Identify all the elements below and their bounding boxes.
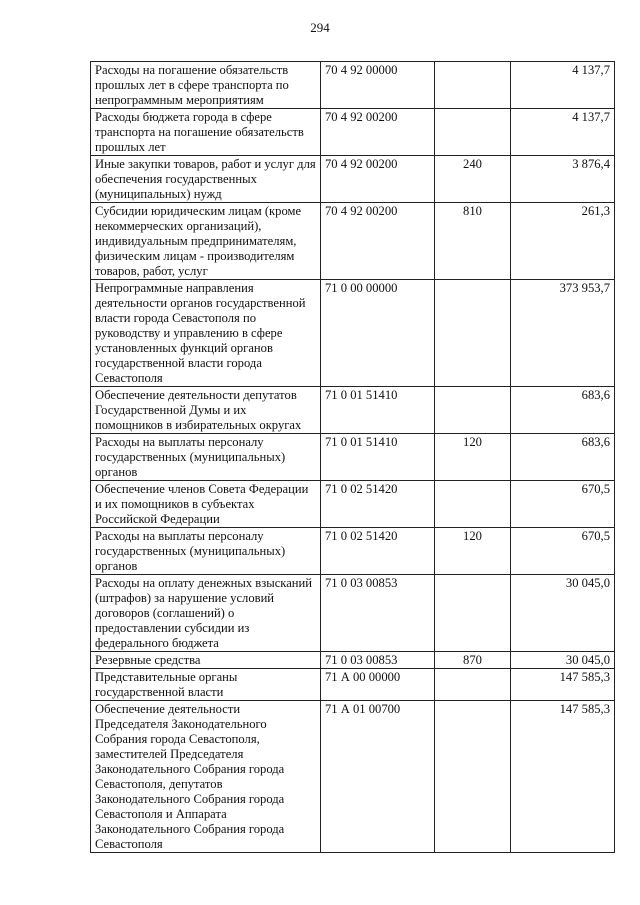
row-name-cell: Представительные органы государственной власти xyxy=(91,669,321,701)
row-type-cell xyxy=(435,280,511,387)
row-name-cell: Расходы на выплаты персоналу государственных (муниципальных) органов xyxy=(91,434,321,481)
budget-table xyxy=(90,61,615,853)
table-row xyxy=(91,387,615,434)
table-row xyxy=(91,109,615,156)
row-code-cell: 71 А 01 00700 xyxy=(321,701,435,853)
row-sum-cell: 30 045,0 xyxy=(511,575,615,652)
row-sum-cell: 683,6 xyxy=(511,387,615,434)
row-code-cell: 70 4 92 00000 xyxy=(321,62,435,109)
table-row xyxy=(91,62,615,109)
row-sum-cell: 261,3 xyxy=(511,203,615,280)
row-name-cell: Расходы на выплаты персоналу государственных (муниципальных) органов xyxy=(91,528,321,575)
table-row xyxy=(91,156,615,203)
table-row xyxy=(91,203,615,280)
row-sum-cell: 683,6 xyxy=(511,434,615,481)
row-name-cell: Субсидии юридическим лицам (кроме некоммерческих организаций), индивидуальным предпринимателям, физическим лицам - производителям товаров, работ, услуг xyxy=(91,203,321,280)
row-code-cell: 71 0 02 51420 xyxy=(321,528,435,575)
table-row xyxy=(91,528,615,575)
row-sum-cell: 670,5 xyxy=(511,481,615,528)
row-sum-cell: 30 045,0 xyxy=(511,652,615,669)
row-name-cell: Расходы на погашение обязательств прошлых лет в сфере транспорта по непрограммным мероприятиям xyxy=(91,62,321,109)
row-type-cell: 240 xyxy=(435,156,511,203)
row-code-cell: 71 0 00 00000 xyxy=(321,280,435,387)
row-sum-cell: 4 137,7 xyxy=(511,62,615,109)
table-row xyxy=(91,652,615,669)
row-sum-cell: 373 953,7 xyxy=(511,280,615,387)
row-name-cell: Обеспечение деятельности Председателя Законодательного Собрания города Севастополя, заместителей Председателя Законодательного Собрания города Севастополя, депутатов Законодательного Собрания города Севастополя и Аппарата Законодательного Собрания города Севастополя xyxy=(91,701,321,853)
row-code-cell: 71 0 02 51420 xyxy=(321,481,435,528)
table-row xyxy=(91,434,615,481)
row-type-cell xyxy=(435,387,511,434)
row-sum-cell: 3 876,4 xyxy=(511,156,615,203)
row-code-cell: 71 0 01 51410 xyxy=(321,434,435,481)
budget-table-body xyxy=(91,62,615,853)
row-code-cell: 71 А 00 00000 xyxy=(321,669,435,701)
row-type-cell: 870 xyxy=(435,652,511,669)
row-type-cell xyxy=(435,109,511,156)
row-type-cell xyxy=(435,669,511,701)
row-type-cell xyxy=(435,701,511,853)
row-code-cell: 70 4 92 00200 xyxy=(321,156,435,203)
row-name-cell: Иные закупки товаров, работ и услуг для обеспечения государственных (муниципальных) нужд xyxy=(91,156,321,203)
row-name-cell: Обеспечение деятельности депутатов Государственной Думы и их помощников в избирательных округах xyxy=(91,387,321,434)
table-row xyxy=(91,669,615,701)
page-number: 294 xyxy=(310,20,330,35)
row-type-cell xyxy=(435,62,511,109)
row-type-cell: 120 xyxy=(435,528,511,575)
row-name-cell: Обеспечение членов Совета Федерации и их помощников в субъектах Российской Федерации xyxy=(91,481,321,528)
row-sum-cell: 4 137,7 xyxy=(511,109,615,156)
row-name-cell: Непрограммные направления деятельности органов государственной власти города Севастополя по руководству и управлению в сфере установленных функций органов государственной власти города Севастополя xyxy=(91,280,321,387)
row-type-cell: 810 xyxy=(435,203,511,280)
table-row xyxy=(91,280,615,387)
row-type-cell: 120 xyxy=(435,434,511,481)
row-name-cell: Расходы бюджета города в сфере транспорта на погашение обязательств прошлых лет xyxy=(91,109,321,156)
row-sum-cell: 670,5 xyxy=(511,528,615,575)
row-code-cell: 71 0 03 00853 xyxy=(321,652,435,669)
row-code-cell: 71 0 03 00853 xyxy=(321,575,435,652)
row-name-cell: Резервные средства xyxy=(91,652,321,669)
row-type-cell xyxy=(435,575,511,652)
row-sum-cell: 147 585,3 xyxy=(511,701,615,853)
row-code-cell: 71 0 01 51410 xyxy=(321,387,435,434)
row-name-cell: Расходы на оплату денежных взысканий (штрафов) за нарушение условий договоров (соглашений) о предоставлении субсидии из федерального бюджета xyxy=(91,575,321,652)
row-sum-cell: 147 585,3 xyxy=(511,669,615,701)
table-row xyxy=(91,575,615,652)
row-code-cell: 70 4 92 00200 xyxy=(321,109,435,156)
row-type-cell xyxy=(435,481,511,528)
table-row xyxy=(91,481,615,528)
table-row xyxy=(91,701,615,853)
row-code-cell: 70 4 92 00200 xyxy=(321,203,435,280)
